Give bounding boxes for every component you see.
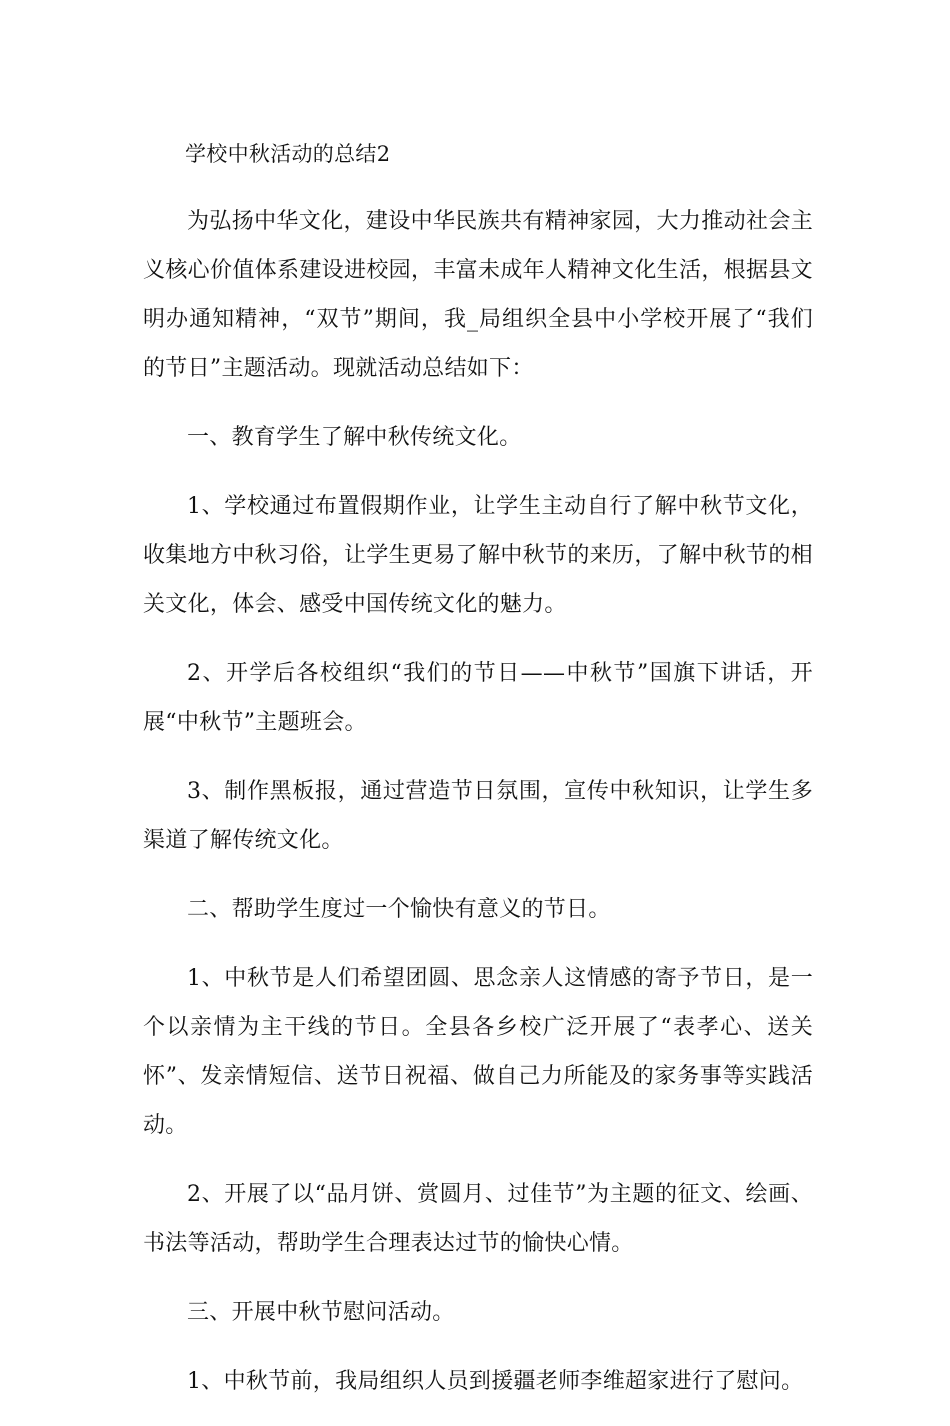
document-title: 学校中秋活动的总结2: [185, 142, 391, 166]
paragraph-1-2: 2、开学后各校组织“我们的节日——中秋节”国旗下讲话，开展“中秋节”主题班会。: [143, 661, 813, 735]
document-body: [143, 130, 813, 1426]
paragraph-1-3: 3、制作黑板报，通过营造节日氛围，宣传中秋知识，让学生多渠道了解传统文化。: [143, 779, 813, 853]
section-heading-3: 三、开展中秋节慰问活动。: [187, 1300, 455, 1325]
paragraph-2-1: 1、中秋节是人们希望团圆、思念亲人这情感的寄予节日，是一个以亲情为主干线的节日。全县各乡校广泛开展了“表孝心、送关怀”、发亲情短信、送节日祝福、做自己力所能及的家务事等实践活动。: [143, 966, 813, 1138]
paragraph-2-2: 2、开展了以“品月饼、赏圆月、过佳节”为主题的征文、绘画、书法等活动，帮助学生合理表达过节的愉快心情。: [143, 1182, 813, 1256]
section-heading-2: 二、帮助学生度过一个愉快有意义的节日。: [187, 897, 611, 922]
paragraph-intro: 为弘扬中华文化，建设中华民族共有精神家园，大力推动社会主义核心价值体系建设进校园，丰富未成年人精神文化生活，根据县文明办通知精神，“双节”期间，我_局组织全县中小学校开展了“我们的节日”主题活动。现就活动总结如下：: [143, 209, 813, 381]
section-heading-1: 一、教育学生了解中秋传统文化。: [187, 425, 522, 450]
paragraph-3-1: 1、中秋节前，我局组织人员到援疆老师李维超家进行了慰问。: [187, 1369, 804, 1394]
paragraph-1-1: 1、学校通过布置假期作业，让学生主动自行了解中秋节文化，收集地方中秋习俗，让学生更易了解中秋节的来历，了解中秋节的相关文化，体会、感受中国传统文化的魅力。: [143, 494, 813, 617]
